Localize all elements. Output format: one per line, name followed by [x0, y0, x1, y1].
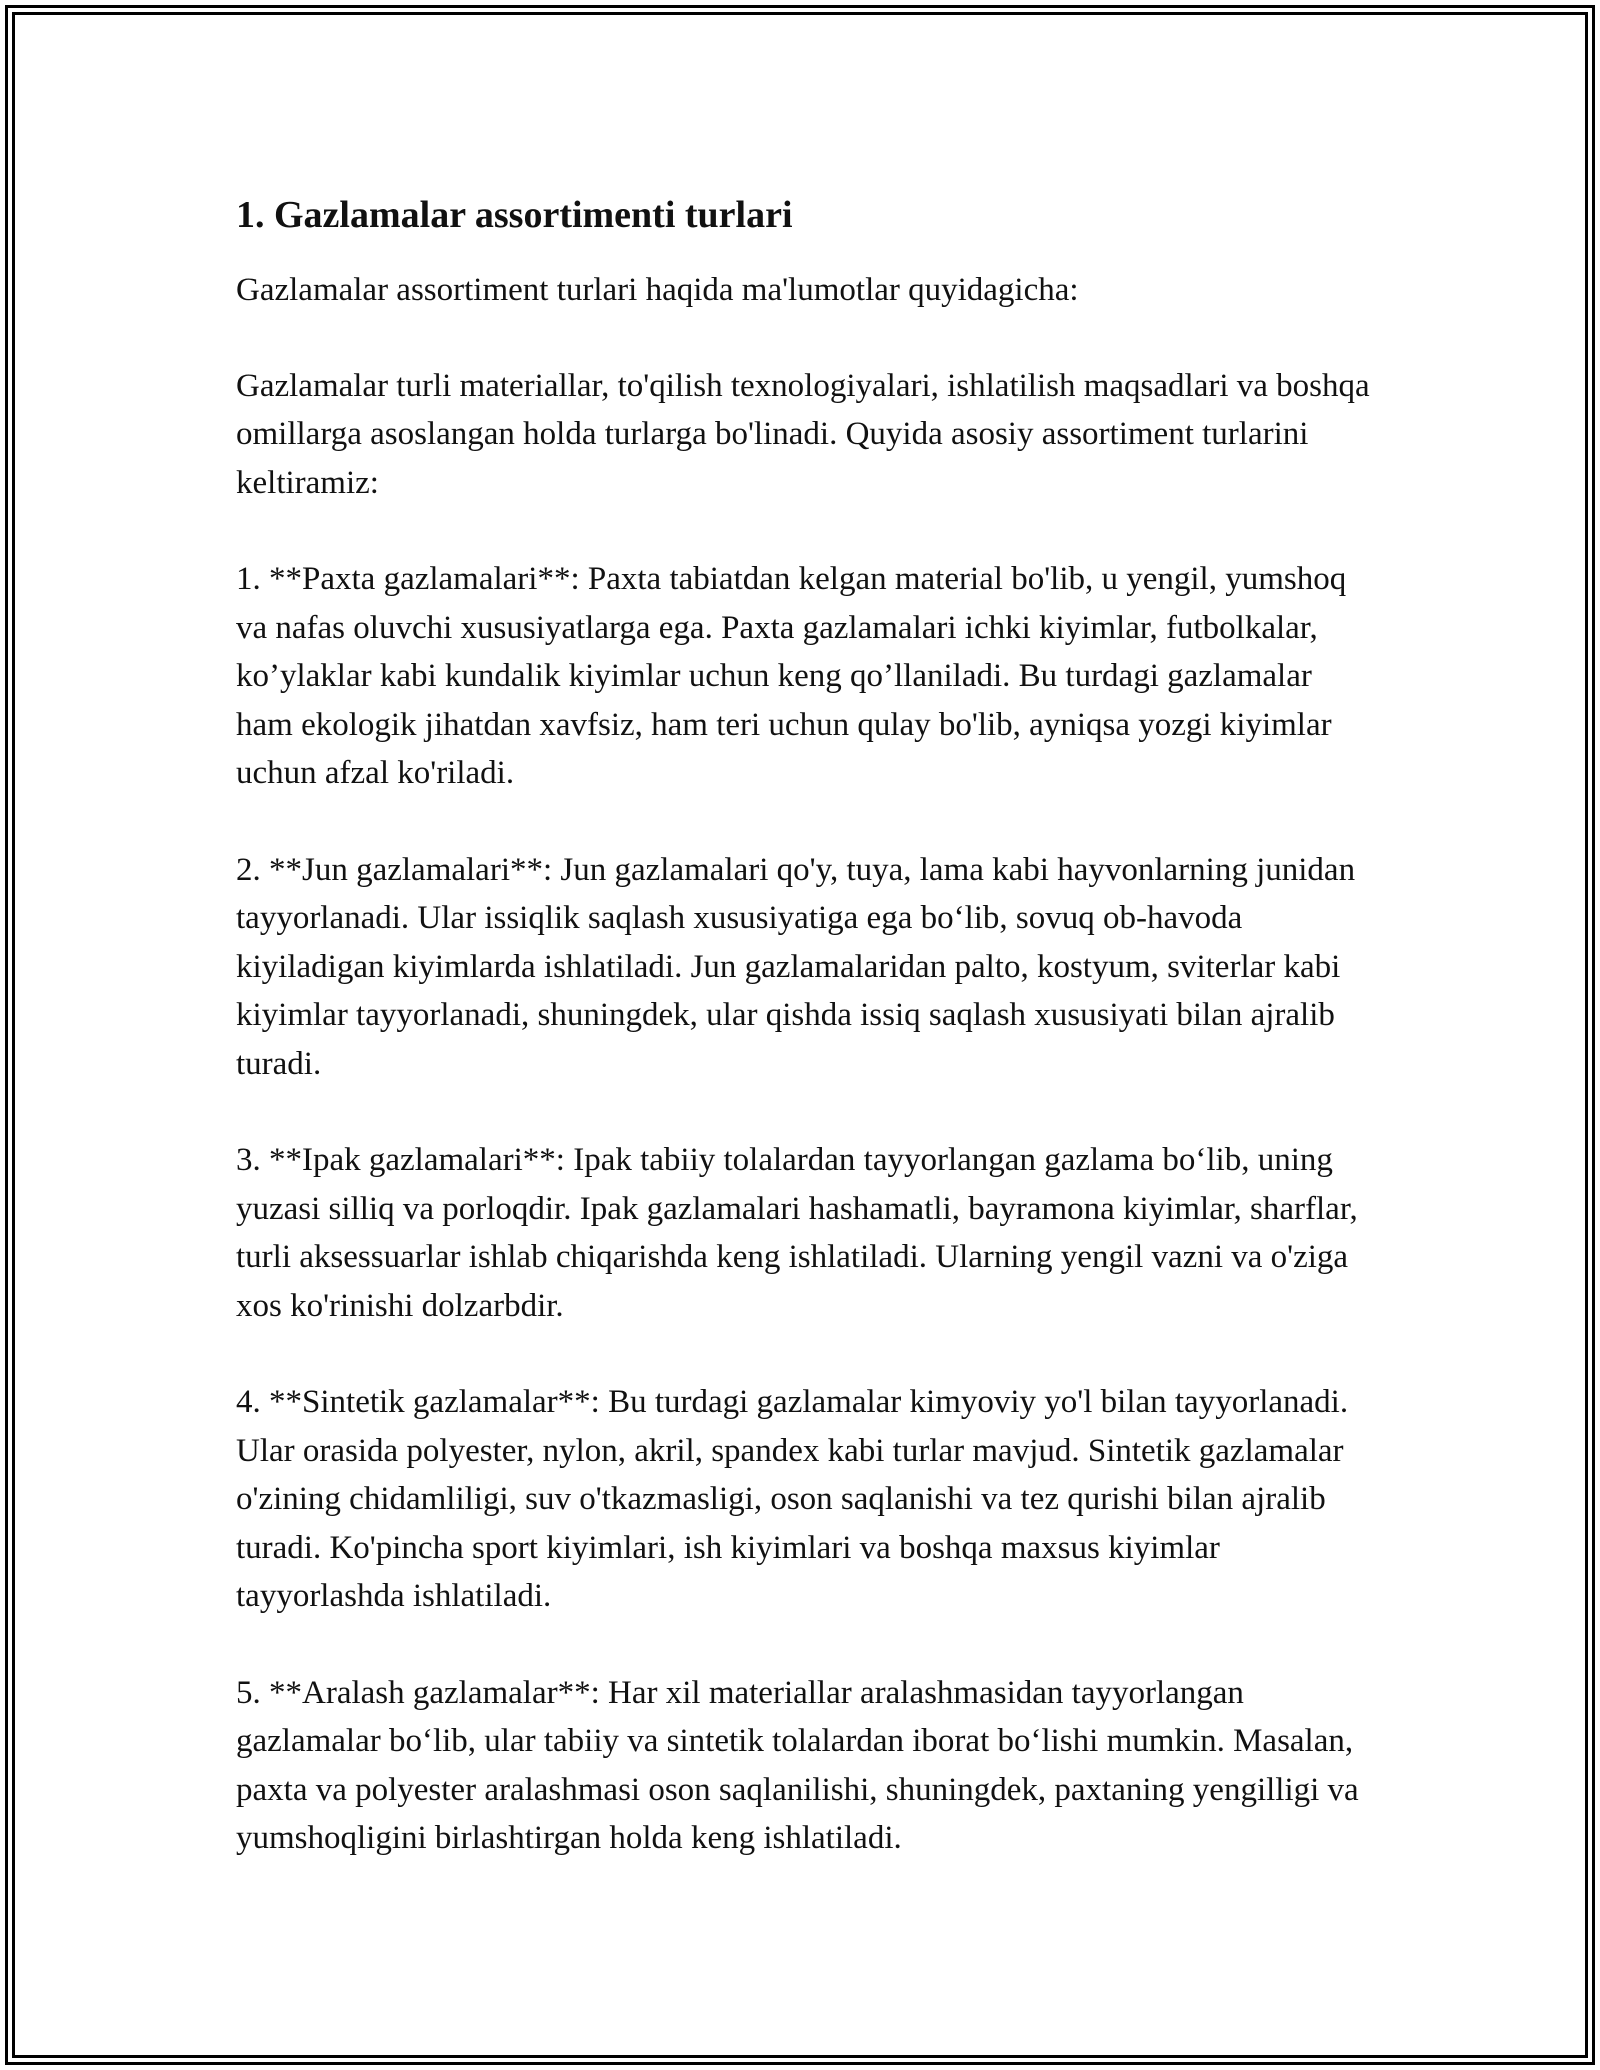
intro-paragraph: Gazlamalar assortiment turlari haqida ma'lumotlar quyidagicha: [236, 272, 1079, 308]
cotton-fabrics-paragraph: 1. **Paxta gazlamalari**: Paxta tabiatdan kelgan material bo'lib, u yengil, yumshoq va nafas oluvchi xususiyatlarga ega. Paxta gazlamalari ichki kiyimlar, futbolkalar, ko’ylaklar kabi kundalik kiyimlar uchun keng qo’llaniladi. Bu turdagi gazlamalar ham ekologik jihatdan xavfsiz, ham teri uchun qulay bo'lib, ayniqsa yozgi kiyimlar uchun afzal ko'riladi. [236, 561, 1347, 791]
wool-fabrics-paragraph: 2. **Jun gazlamalari**: Jun gazlamalari qo'y, tuya, lama kabi hayvonlarning junidan tayyorlanadi. Ular issiqlik saqlash xususiyatiga ega bo‘lib, sovuq ob-havoda kiyiladigan kiyimlarda ishlatiladi. Jun gazlamalaridan palto, kostyum, sviterlar kabi kiyimlar tayyorlanadi, shuningdek, ular qishda issiq saqlash xususiyati bilan ajralib turadi. [236, 851, 1356, 1082]
synthetic-fabrics-paragraph: 4. **Sintetik gazlamalar**: Bu turdagi gazlamalar kimyoviy yo'l bilan tayyorlanadi. Ular orasida polyester, nylon, akril, spandex kabi turlar mavjud. Sintetik gazlamalar o'zining chidamliligi, suv o'tkazmasligi, oson saqlanishi va tez qurishi bilan ajralib turadi. Ko'pincha sport kiyimlari, ish kiyimlari va boshqa maxsus kiyimlar tayyorlashda ishlatiladi. [236, 1384, 1349, 1614]
silk-fabrics-paragraph: 3. **Ipak gazlamalari**: Ipak tabiiy tolalardan tayyorlangan gazlama bo‘lib, uning yuzasi silliq va porloqdir. Ipak gazlamalari hashamatli, bayramona kiyimlar, sharflar, turli aksessuarlar ishlab chiqarishda keng ishlatiladi. Ularning yengil vazni va o'ziga xos ko'rinishi dolzarbdir. [236, 1142, 1358, 1324]
overview-paragraph: Gazlamalar turli materiallar, to'qilish texnologiyalari, ishlatilish maqsadlari va boshqa omillarga asoslangan holda turlarga bo'linadi. Quyida asosiy assortiment turlarini keltiramiz: [236, 367, 1370, 501]
document-body [236, 190, 1376, 1911]
section-heading: 1. Gazlamalar assortimenti turlari [236, 194, 793, 236]
blended-fabrics-paragraph: 5. **Aralash gazlamalar**: Har xil materiallar aralashmasidan tayyorlangan gazlamalar bo‘lib, ular tabiiy va sintetik tolalardan iborat bo‘lishi mumkin. Masalan, paxta va polyester aralashmasi oson saqlanilishi, shuningdek, paxtaning yengilligi va yumshoqligini birlashtirgan holda keng ishlatiladi. [236, 1674, 1359, 1856]
